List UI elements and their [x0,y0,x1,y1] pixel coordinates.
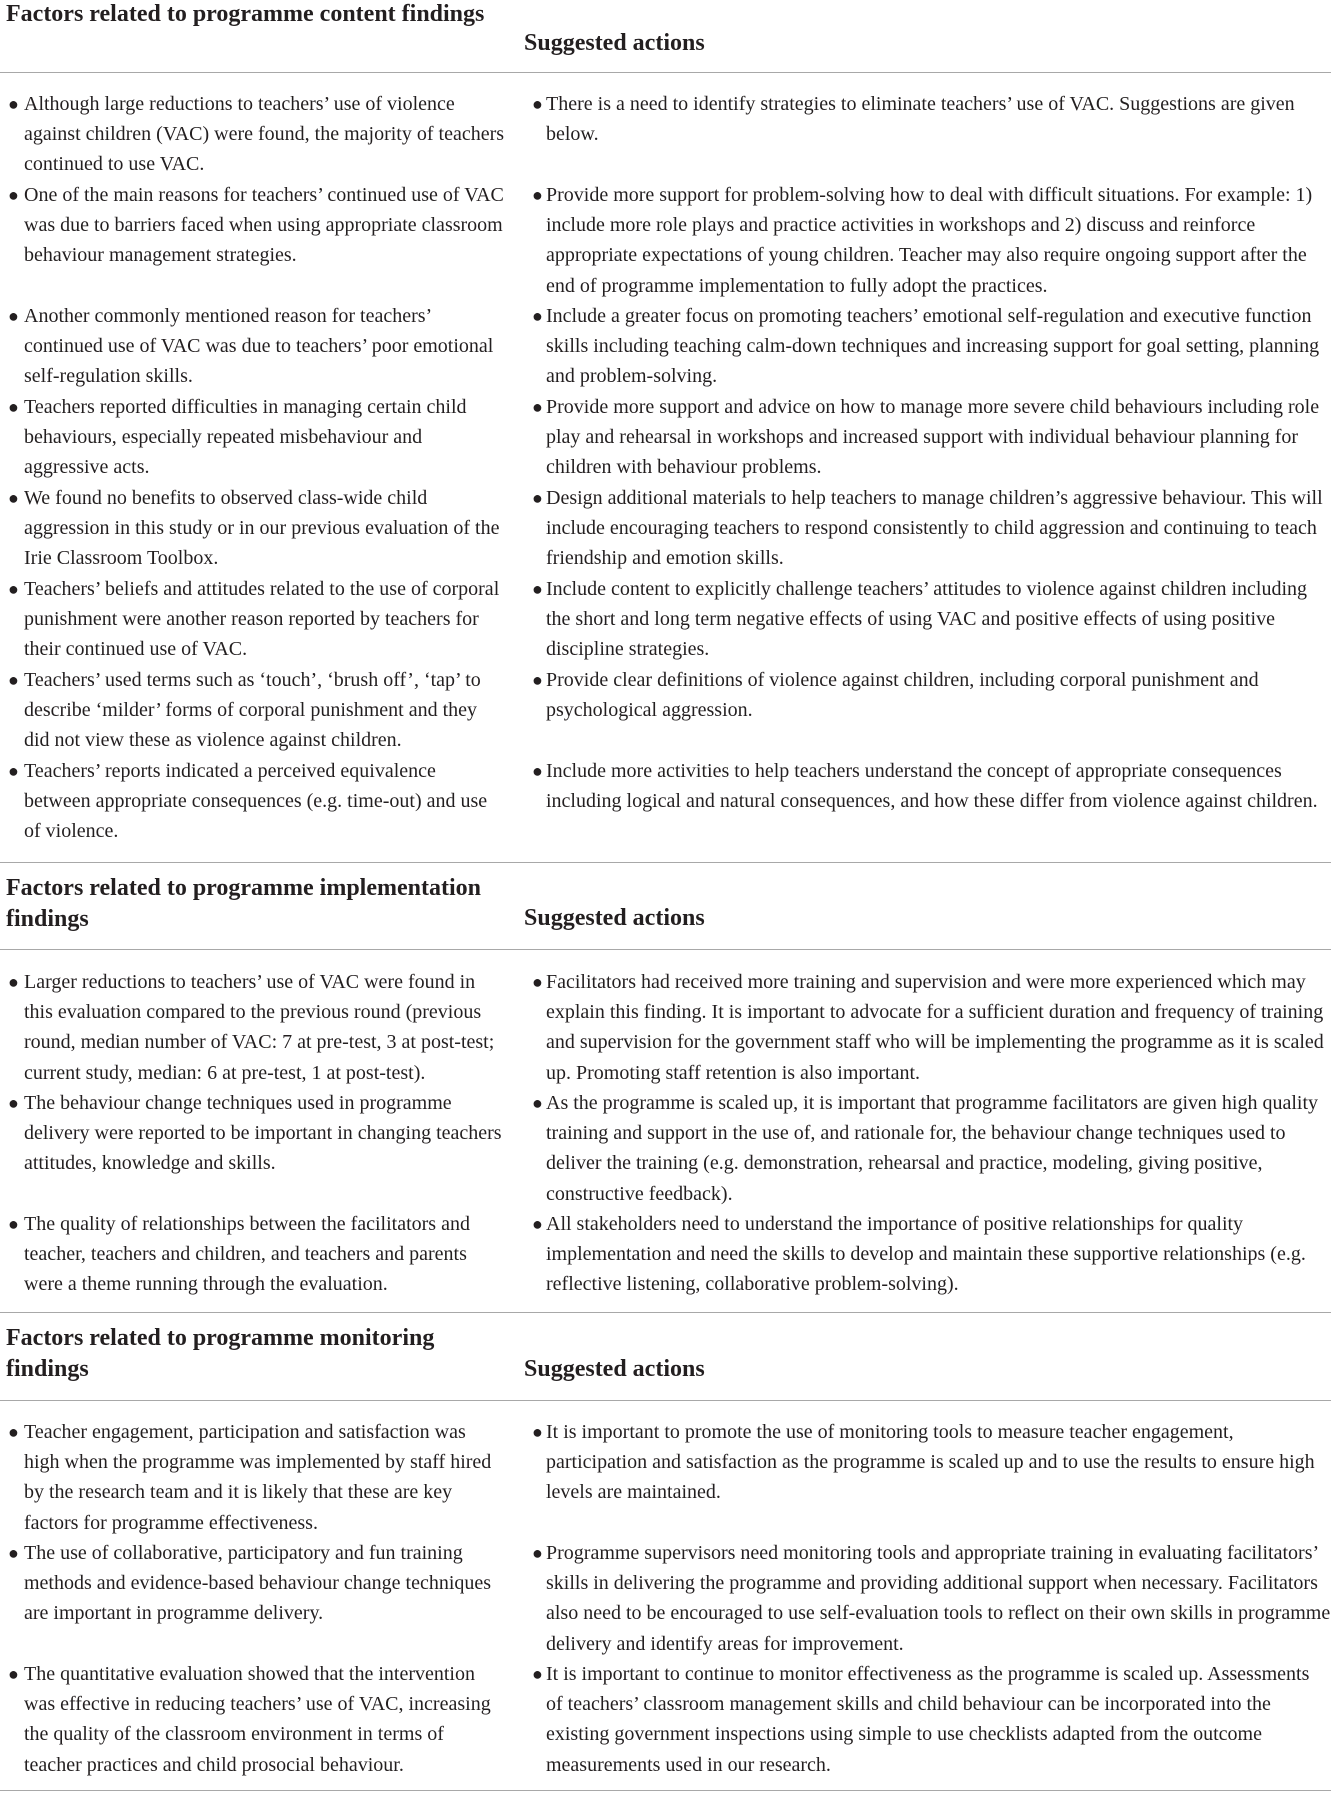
section-header [0,874,1331,950]
action-cell [530,665,1331,725]
bullet-icon: ● [532,397,543,417]
findings-heading: Factors related to programme monitoring findings [6,1325,435,1382]
section-header [0,1324,1331,1401]
action-cell [530,301,1331,392]
actions-heading: Suggested actions [524,30,705,56]
action-cell [530,574,1331,665]
bullet-icon: ● [532,185,543,205]
bullet-icon: ● [8,1422,19,1442]
action-text: Design additional materials to help teachers to manage children’s aggressive behaviour. This will include encouraging teachers to respond consistently to child aggression and continuing to teach friendship and emotion skills. [546,487,1323,570]
action-cell [530,89,1331,149]
bullet-icon: ● [8,185,19,205]
bullet-icon: ● [8,94,19,114]
bullet-icon: ● [532,761,543,781]
finding-text: Teachers reported difficulties in managing certain child behaviours, especially repeated misbehaviour and aggressive acts. [24,396,467,479]
action-text: Programme supervisors need monitoring tools and appropriate training in evaluating facilitators’ skills in delivering the programme and providing additional support when necessary. Facilitators also need to be encouraged to use self-evaluation tools to reflect on their own skills in programme delivery and identify areas for improvement. [546,1542,1331,1655]
action-text: All stakeholders need to understand the importance of positive relationships for quality implementation and need the skills to develop and maintain these supportive relationships (e.g. reflective listening, collaborative problem-solving). [546,1213,1306,1296]
action-text: As the programme is scaled up, it is important that programme facilitators are given high quality training and support in the use of, and rationale for, the behaviour change techniques used to deliver the training (e.g. demonstration, rehearsal and practice, modeling, giving positive, constructive feedback). [546,1092,1319,1205]
action-cell [530,967,1331,1088]
action-cell [530,1088,1331,1209]
finding-cell [6,89,506,180]
finding-cell [6,967,506,1088]
finding-text: The behaviour change techniques used in programme delivery were reported to be important in changing teachers attitudes, knowledge and skills. [24,1092,502,1175]
finding-cell [6,756,506,847]
finding-text: The use of collaborative, participatory and fun training methods and evidence-based behaviour change techniques are important in programme delivery. [24,1542,492,1625]
finding-text: Teachers’ reports indicated a perceived equivalence between appropriate consequences (e.g. time-out) and use of violence. [24,760,488,843]
finding-cell [6,1209,506,1300]
action-text: Provide clear definitions of violence against children, including corporal punishment and psychological aggression. [546,669,1259,722]
action-cell [530,1659,1331,1780]
finding-cell [6,574,506,665]
bullet-icon: ● [8,579,19,599]
action-text: It is important to continue to monitor effectiveness as the programme is scaled up. Assessments of teachers’ classroom management skills and child behaviour can be incorporated into the existing government inspections using simple to use checklists adapted from the outcome measurements used in our research. [546,1663,1310,1776]
bullet-icon: ● [532,306,543,326]
bullet-icon: ● [8,972,19,992]
finding-cell [6,392,506,483]
action-text: Include a greater focus on promoting teachers’ emotional self-regulation and executive function skills including teaching calm-down techniques and increasing support for goal setting, planning and problem-solving. [546,305,1320,388]
bullet-icon: ● [8,397,19,417]
action-text: Include more activities to help teachers understand the concept of appropriate consequences including logical and natural consequences, and how these differ from violence against children. [546,760,1318,813]
action-cell [530,1538,1331,1659]
finding-text: We found no benefits to observed class-wide child aggression in this study or in our previous evaluation of the Irie Classroom Toolbox. [24,487,500,570]
bullet-icon: ● [532,488,543,508]
action-cell [530,1417,1331,1508]
finding-text: Although large reductions to teachers’ use of violence against children (VAC) were found, the majority of teachers continued to use VAC. [24,93,505,176]
action-cell [530,392,1331,483]
finding-cell [6,1088,506,1179]
finding-cell [6,180,506,271]
action-text: Provide more support for problem-solving how to deal with difficult situations. For example: 1) include more role plays and practice activities in workshops and 2) discuss and reinforce appropriate expectations of young children. Teacher may also require ongoing support after the end of programme implementation to fully adopt the practices. [546,184,1313,297]
bullet-icon: ● [532,1214,543,1234]
finding-text: The quantitative evaluation showed that the intervention was effective in reducing teachers’ use of VAC, increasing the quality of the classroom environment in terms of teacher practices and child prosocial behaviour. [24,1663,491,1776]
section-header [0,0,1331,73]
bullet-icon: ● [532,1422,543,1442]
actions-heading: Suggested actions [524,1356,705,1382]
finding-cell [6,665,506,756]
section-divider [0,1312,1331,1313]
bullet-icon: ● [8,670,19,690]
section-monitoring [0,1324,1331,1776]
bullet-icon: ● [8,1093,19,1113]
finding-text: Larger reductions to teachers’ use of VAC were found in this evaluation compared to the previous round (previous round, median number of VAC: 7 at pre-test, 3 at post-test; current study, median: 6 at pre-test, 1 at post-test). [24,971,495,1084]
action-cell [530,756,1331,816]
bullet-icon: ● [8,1543,19,1563]
table-bottom-rule [0,1790,1331,1791]
bullet-icon: ● [8,1214,19,1234]
finding-cell [6,1659,506,1780]
finding-text: Another commonly mentioned reason for teachers’ continued use of VAC was due to teachers’ poor emotional self-regulation skills. [24,305,494,388]
bullet-icon: ● [8,1664,19,1684]
findings-heading: Factors related to programme content findings [6,1,485,27]
action-cell [530,180,1331,301]
finding-cell [6,483,506,574]
bullet-icon: ● [532,1664,543,1684]
finding-cell [6,1538,506,1629]
finding-cell [6,301,506,392]
action-text: There is a need to identify strategies to eliminate teachers’ use of VAC. Suggestions are given below. [546,93,1295,146]
findings-heading: Factors related to programme implementation findings [6,875,481,932]
action-text: Provide more support and advice on how to manage more severe child behaviours including role play and rehearsal in workshops and increased support with individual behaviour planning for children with behaviour problems. [546,396,1320,479]
finding-text: One of the main reasons for teachers’ continued use of VAC was due to barriers faced when using appropriate classroom behaviour management strategies. [24,184,504,267]
finding-text: The quality of relationships between the facilitators and teacher, teachers and children, and teachers and parents were a theme running through the evaluation. [24,1213,470,1296]
finding-cell [6,1417,506,1538]
section-divider [0,862,1331,863]
bullet-icon: ● [532,972,543,992]
action-text: Facilitators had received more training and supervision and were more experienced which may explain this finding. It is important to advocate for a sufficient duration and frequency of training and supervision for the government staff who will be implementing the programme as it is scaled up. Promoting staff retention is also important. [546,971,1324,1084]
bullet-icon: ● [8,761,19,781]
bullet-icon: ● [532,670,543,690]
finding-text: Teacher engagement, participation and satisfaction was high when the programme was implemented by staff hired by the research team and it is likely that these are key factors for programme effectiveness. [24,1421,492,1534]
bullet-icon: ● [532,94,543,114]
actions-heading: Suggested actions [524,905,705,931]
section-implementation [0,874,1331,1296]
action-text: Include content to explicitly challenge teachers’ attitudes to violence against children including the short and long term negative effects of using VAC and positive effects of using positive discipline strategies. [546,578,1308,661]
bullet-icon: ● [8,488,19,508]
bullet-icon: ● [532,579,543,599]
action-cell [530,483,1331,574]
bullet-icon: ● [8,306,19,326]
section-content [0,0,1331,843]
action-cell [530,1209,1331,1300]
finding-text: Teachers’ beliefs and attitudes related to the use of corporal punishment were another reason reported by teachers for their continued use of VAC. [24,578,500,661]
action-text: It is important to promote the use of monitoring tools to measure teacher engagement, participation and satisfaction as the programme is scaled up and to use the results to ensure high levels are maintained. [546,1421,1315,1504]
bullet-icon: ● [532,1093,543,1113]
bullet-icon: ● [532,1543,543,1563]
finding-text: Teachers’ used terms such as ‘touch’, ‘brush off’, ‘tap’ to describe ‘milder’ forms of corporal punishment and they did not view these as violence against children. [24,669,481,752]
